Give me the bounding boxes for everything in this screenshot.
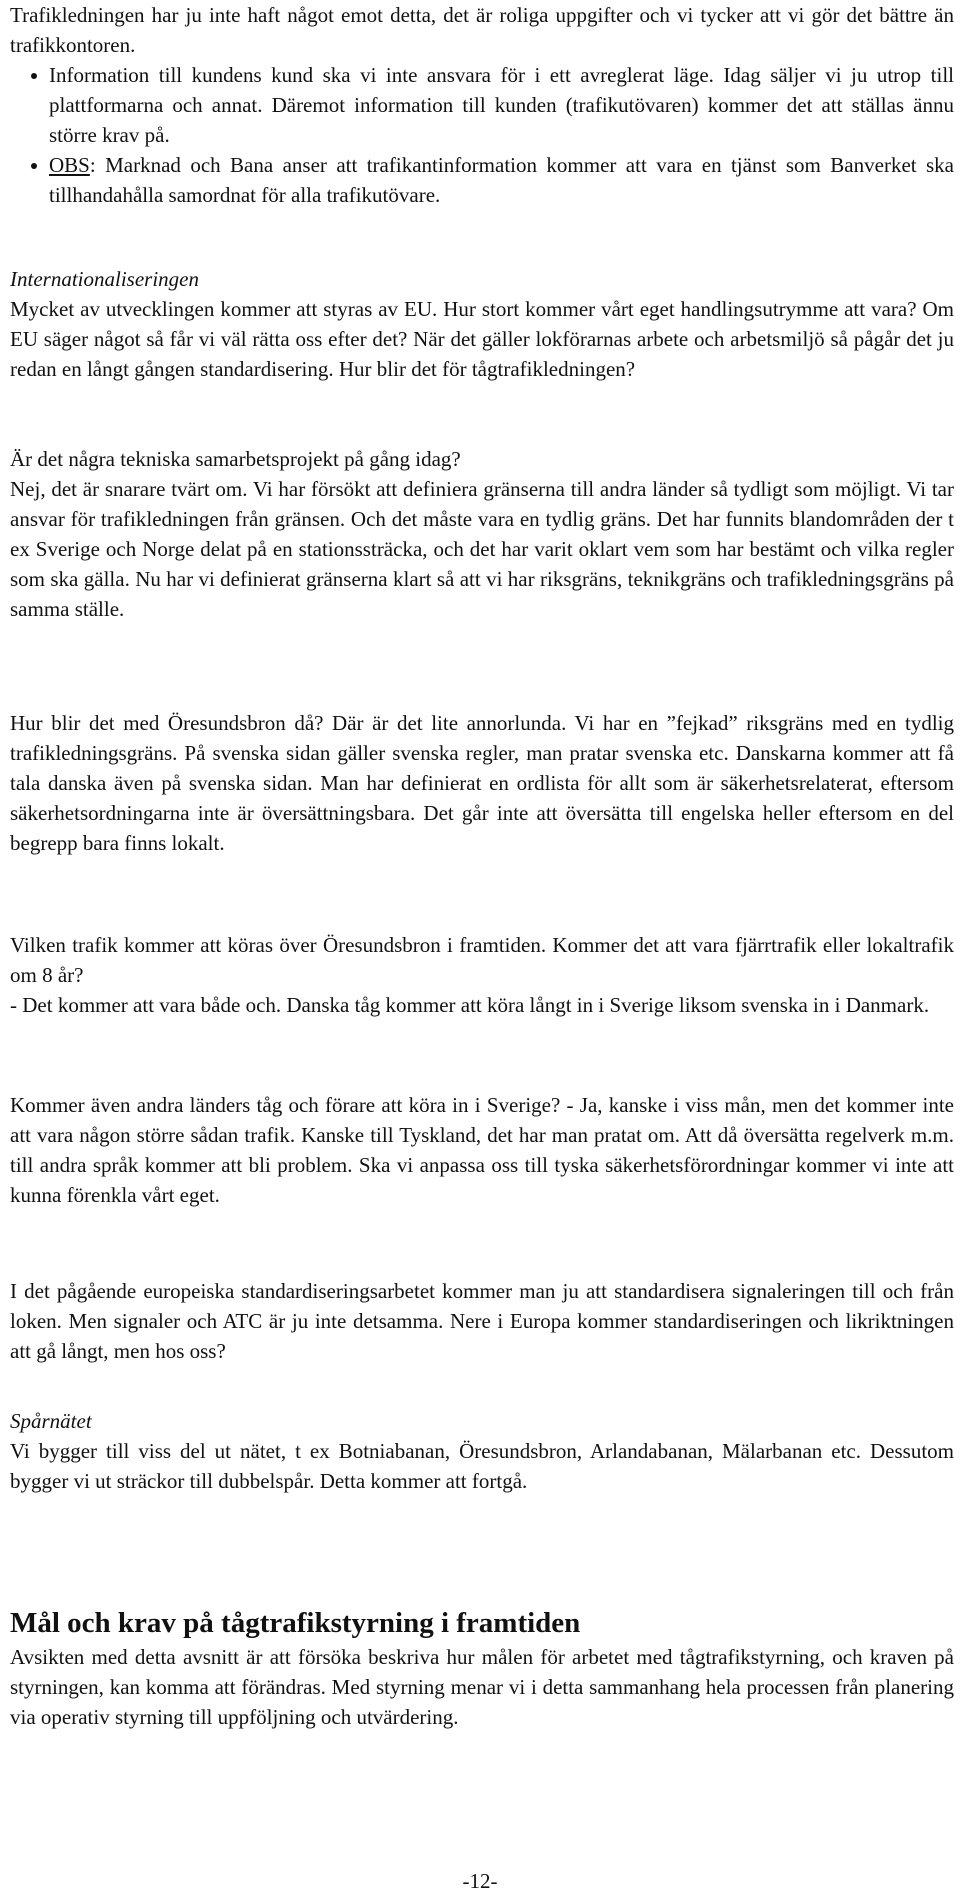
page-number: -12- [462, 1869, 498, 1893]
mal-och-krav-heading: Mål och krav på tågtrafikstyrning i framtiden [10, 1607, 581, 1639]
bullet-dot-icon [31, 73, 37, 79]
oresundsbron-paragraph: Hur blir det med Öresundsbron då? Där är det lite annorlunda. Vi har en ”fejkad” riksgräns med en tydlig trafikledningsgräns. På svenska sidan gäller svenska regler, man pratar svenska etc. Danskarna kommer att få tala danska även på svenska sidan. Man har definierat en ordlista för allt som är säkerhetsrelaterat, eftersom säkerhetsordningarna inte är översättningsbara. Det går inte att översätta till engelska heller eftersom en del begrepp bara finns lokalt. [10, 711, 954, 855]
bullet-dot-icon [31, 163, 37, 169]
internationalisering-paragraph: Mycket av utvecklingen kommer att styras av EU. Hur stort kommer vårt eget handlingsutrymme att vara? Om EU säger något så får vi väl rätta oss efter det? När det gäller lokförarnas arbete och arbetsmiljö så pågår det ju redan en långt gången standardisering. Hur blir det för tågtrafikledningen? [10, 297, 954, 381]
standardisering-paragraph: I det pågående europeiska standardiseringsarbetet kommer man ju att standardisera signaleringen till och från loken. Men signaler och ATC är ju inte detsamma. Nere i Europa kommer standardiseringen och likriktningen att gå långt, men hos oss? [10, 1279, 954, 1363]
bullet-list [10, 60, 954, 210]
bullet-item [10, 60, 954, 150]
andra-lander-paragraph: Kommer även andra länders tåg och förare att köra in i Sverige? - Ja, kanske i viss mån, men det kommer inte att vara någon större sådan trafik. Kanske till Tyskland, det har man pratat om. Att då översätta regelverk m.m. till andra språk kommer att bli problem. Ska vi anpassa oss till tyska säkerhetsförordningar kommer vi inte att kunna förenkla vårt eget. [10, 1093, 954, 1207]
mal-och-krav-paragraph: Avsikten med detta avsnitt är att försöka beskriva hur målen för arbetet med tågtrafikstyrning, och kraven på styrningen, kan komma att förändras. Med styrning menar vi i detta sammanhang hela processen från planering via operativ styrning till uppföljning och utvärdering. [10, 1645, 954, 1729]
bullet-item [10, 150, 954, 210]
obs-label: OBS [49, 153, 90, 177]
samarbetsprojekt-paragraph: Är det några tekniska samarbetsprojekt på gång idag? Nej, det är snarare tvärt om. Vi har försökt att definiera gränserna till andra länder så tydligt som möjligt. Vi tar ansvar för trafikledningen från gränsen. Och det måste vara en tydlig gräns. Det har funnits blandområden der t ex Sverige och Norge delat på en stationssträcka, och det har varit oklart vem som har bestämt och vilka regler som ska gälla. Nu har vi definierat gränserna klart så att vi har riksgräns, teknikgräns och trafikledningsgräns på samma ställe. [10, 447, 954, 621]
sparnatet-paragraph: Vi bygger till viss del ut nätet, t ex Botniabanan, Öresundsbron, Arlandabanan, Mälarbanan etc. Dessutom bygger vi ut sträckor till dubbelspår. Detta kommer att fortgå. [10, 1439, 954, 1493]
bullet-text: : Marknad och Bana anser att trafikantinformation kommer att vara en tjänst som Banverket ska tillhandahålla samordnat för alla trafikutövare. [49, 153, 954, 207]
internationalisering-heading: Internationaliseringen [10, 267, 199, 291]
bullet-text: Information till kundens kund ska vi inte ansvara för i ett avreglerat läge. Idag säljer vi ju utrop till plattformarna och annat. Däremot information till kunden (trafikutövaren) kommer det att ställas ännu större krav på. [49, 63, 954, 147]
sparnatet-heading: Spårnätet [10, 1409, 92, 1433]
intro-continuation-paragraph: Trafikledningen har ju inte haft något emot detta, det är roliga uppgifter och vi tycker att vi gör det bättre än trafikkontoren. [10, 3, 954, 57]
trafik-oresund-paragraph: Vilken trafik kommer att köras över Öresundsbron i framtiden. Kommer det att vara fjärrtrafik eller lokaltrafik om 8 år? - Det kommer att vara både och. Danska tåg kommer att köra långt in i Sverige liksom svenska in i Danmark. [10, 933, 954, 1017]
